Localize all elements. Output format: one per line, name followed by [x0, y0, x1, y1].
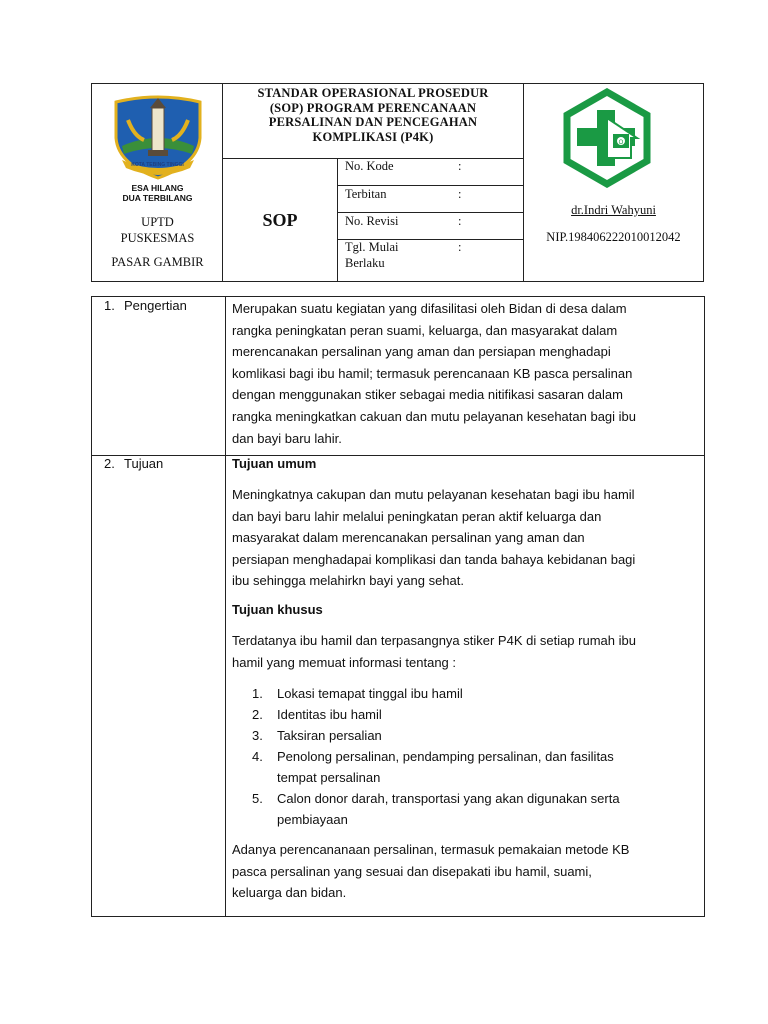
text-line: ibu sehingga melahirkn bayi yang sehat. [232, 573, 464, 589]
emblem-motto-line1: ESA HILANG [131, 183, 184, 193]
list-item-number: 2. [252, 707, 263, 722]
text-line: Merupakan suatu kegiatan yang difasilitasi oleh Bidan di desa dalam [232, 301, 627, 316]
puskesmas-logo-icon [557, 88, 657, 188]
signatory-name: dr.Indri Wahyuni [571, 203, 656, 217]
sop-label: SOP [223, 159, 338, 281]
text-line: Meningkatnya cakupan dan mutu pelayanan kesehatan bagi ibu hamil [232, 487, 635, 502]
text-line: merencanakan persalinan yang aman dan persiapan menghadapi [232, 344, 611, 360]
text-line: dengan menggunakan stiker sebagai media nitifikasi sasaran dalam [232, 387, 623, 403]
section-number: 1. [104, 298, 115, 313]
tujuan-umum-text [232, 484, 699, 592]
meta-colon: : [458, 240, 462, 254]
org-line-uptd: UPTD [141, 215, 174, 229]
text-line: dan bayi baru lahir melalui peningkatan peran aktif keluarga dan [232, 508, 602, 524]
list-item-number: 5. [252, 791, 263, 806]
signatory-cell [524, 84, 703, 281]
sop-content-table [91, 296, 705, 917]
list-item-number: 1. [252, 686, 263, 701]
meta-divider [338, 212, 524, 213]
text-line: masyarakat dalam merencanakan persalinan yang aman dan [232, 530, 585, 546]
section-label-tujuan [104, 456, 163, 472]
text-line: Adanya perencananaan persalinan, termasuk pemakaian metode KB [232, 842, 630, 857]
tujuan-closing-text [232, 839, 699, 904]
list-item-text: Penolong persalinan, pendamping persalinan, dan fasilitas [277, 749, 614, 764]
list-item [252, 725, 699, 746]
list-item-text: pembiayaan [277, 812, 348, 827]
meta-colon: : [458, 214, 462, 228]
text-line: keluarga dan bidan. [232, 885, 347, 901]
text-line: Terdatanya ibu hamil dan terpasangnya stiker P4K di setiap rumah ibu [232, 633, 636, 648]
list-item-text: Calon donor darah, transportasi yang akan digunakan serta [277, 791, 620, 806]
section-title: Tujuan [124, 456, 164, 471]
text-line: komlikasi bagi ibu hamil; termasuk perencanaan KB pasca persalinan [232, 365, 633, 381]
meta-colon: : [458, 187, 462, 201]
list-item-number: 3. [252, 728, 263, 743]
meta-label: No. Revisi [345, 214, 399, 228]
sop-header-table [91, 83, 704, 282]
tujuan-umum-heading: Tujuan umum [232, 456, 317, 471]
title-line-4: KOMPLIKASI (P4K) [312, 129, 434, 144]
list-item [252, 683, 699, 704]
org-line-location: PASAR GAMBIR [111, 255, 204, 269]
list-item-text: Taksiran persalian [277, 728, 382, 743]
svg-text:O: O [618, 140, 624, 146]
list-item [252, 746, 699, 788]
list-item [252, 704, 699, 725]
column-divider [225, 297, 226, 916]
text-line: hamil yang memuat informasi tentang : [232, 654, 456, 670]
meta-divider [338, 185, 524, 186]
list-item-text: Lokasi temapat tinggal ibu hamil [277, 686, 463, 701]
document-meta [338, 159, 524, 281]
list-item-text: Identitas ibu hamil [277, 707, 382, 722]
org-line-puskesmas: PUSKESMAS [120, 231, 195, 245]
section-number: 2. [104, 456, 115, 471]
title-line-2: (SOP) PROGRAM PERENCANAAN [269, 100, 477, 115]
document-title [223, 84, 524, 159]
list-item [252, 788, 699, 830]
meta-colon: : [458, 159, 462, 173]
meta-label: Terbitan [345, 187, 387, 201]
title-line-1: STANDAR OPERASIONAL PROSEDUR [257, 86, 489, 100]
text-line: dan bayi baru lahir. [232, 430, 342, 446]
tujuan-khusus-heading: Tujuan khusus [232, 602, 323, 617]
list-item-text: tempat persalinan [277, 770, 381, 785]
tujuan-khusus-intro [232, 630, 699, 673]
meta-label: Tgl. Mulai [345, 240, 399, 254]
text-line: rangka peningkatan peran suami, keluarga, dan masyarakat dalam [232, 322, 618, 338]
title-line-3: PERSALINAN DAN PENCEGAHAN [268, 115, 478, 129]
section-title: Pengertian [124, 298, 187, 313]
emblem-ribbon-text: KOTA TEBING TINGGI [131, 162, 184, 168]
section-label-pengertian [104, 298, 187, 314]
text-line: persiapan menghadapai komplikasi dan tanda bahaya kebidanan bagi [232, 551, 636, 567]
organization-cell [92, 84, 223, 281]
meta-label: Berlaku [345, 256, 385, 270]
tujuan-khusus-list [252, 683, 699, 830]
text-line: rangka meningkatkan cakuan dan mutu pelayanan kesehatan bagi ibu [232, 408, 637, 424]
meta-label: No. Kode [345, 159, 394, 173]
meta-row-effective-date [338, 240, 524, 272]
text-line: pasca persalinan yang sesuai dan disepakati ibu hamil, suami, [232, 863, 592, 879]
signatory-nip: NIP.198406222010012042 [546, 230, 681, 244]
list-item-number: 4. [252, 749, 263, 764]
emblem-motto-line2: DUA TERBILANG [122, 193, 193, 203]
pengertian-text [232, 298, 699, 449]
